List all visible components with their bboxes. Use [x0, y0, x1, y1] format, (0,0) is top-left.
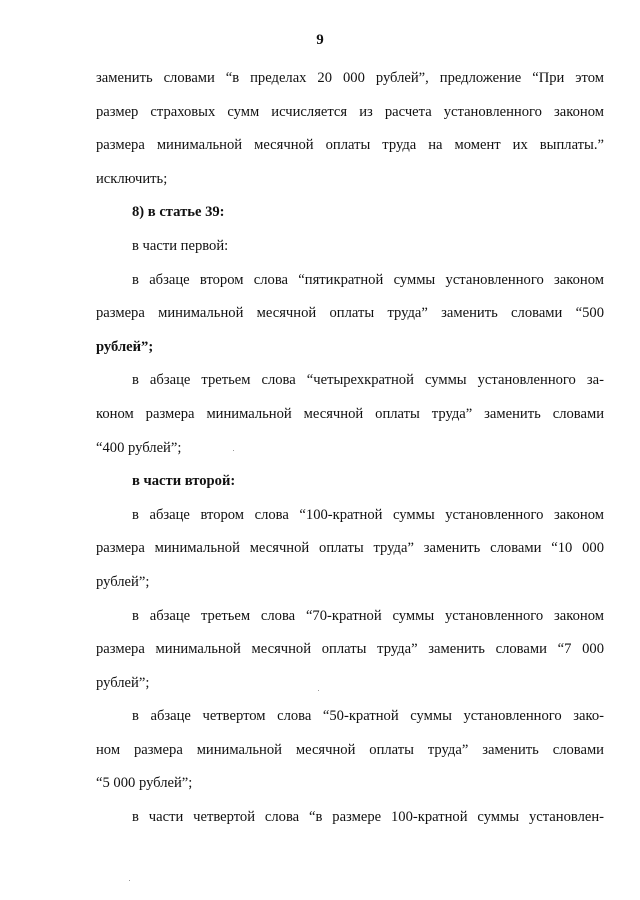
text-line: исключить; [96, 170, 168, 187]
scan-speck [129, 880, 130, 881]
text-line: в абзаце третьем слова “70-кратной суммы установленного законом [132, 607, 604, 624]
text-line: коном размера минимальной месячной оплаты труда” заменить словами [96, 405, 604, 422]
text-line: в абзаце четвертом слова “50-кратной суммы установленного зако- [132, 708, 604, 725]
text-line: в абзаце втором слова “пятикратной суммы установленного законом [132, 271, 604, 288]
text-line: размера минимальной месячной оплаты труда” заменить словами “7 000 [96, 641, 604, 658]
text-line: ном размера минимальной месячной оплаты труда” заменить словами [96, 741, 604, 758]
article-heading: 8) в статье 39: [132, 204, 225, 221]
text-line: “400 рублей”; [96, 439, 182, 456]
section-heading: в части второй: [132, 473, 236, 490]
section-heading: в части первой: [132, 237, 229, 254]
page-number: 9 [316, 32, 324, 48]
text-line: размера минимальной месячной оплаты труда” заменить словами “500 [96, 305, 604, 322]
text-line: в абзаце втором слова “100-кратной суммы установленного законом [132, 506, 604, 523]
scan-speck [233, 450, 234, 451]
text-line: размера минимальной месячной оплаты труда” заменить словами “10 000 [96, 540, 604, 557]
text-line: “5 000 рублей”; [96, 775, 193, 792]
text-line: в части четвертой слова “в размере 100-кратной суммы установлен- [132, 809, 604, 826]
text-line: размера минимальной месячной оплаты труда на момент их выплаты.” [96, 137, 604, 154]
text-line: размер страховых сумм исчисляется из расчета установленного законом [96, 103, 604, 120]
scan-speck [318, 690, 319, 691]
text-line: рублей”; [96, 674, 150, 691]
text-line: рублей”; [96, 573, 150, 590]
body-text [96, 62, 604, 835]
text-line: заменить словами “в пределах 20 000 рублей”, предложение “При этом [96, 70, 604, 86]
text-line: рублей”; [96, 338, 154, 355]
text-line: в абзаце третьем слова “четырехкратной суммы установленного за- [132, 372, 604, 389]
